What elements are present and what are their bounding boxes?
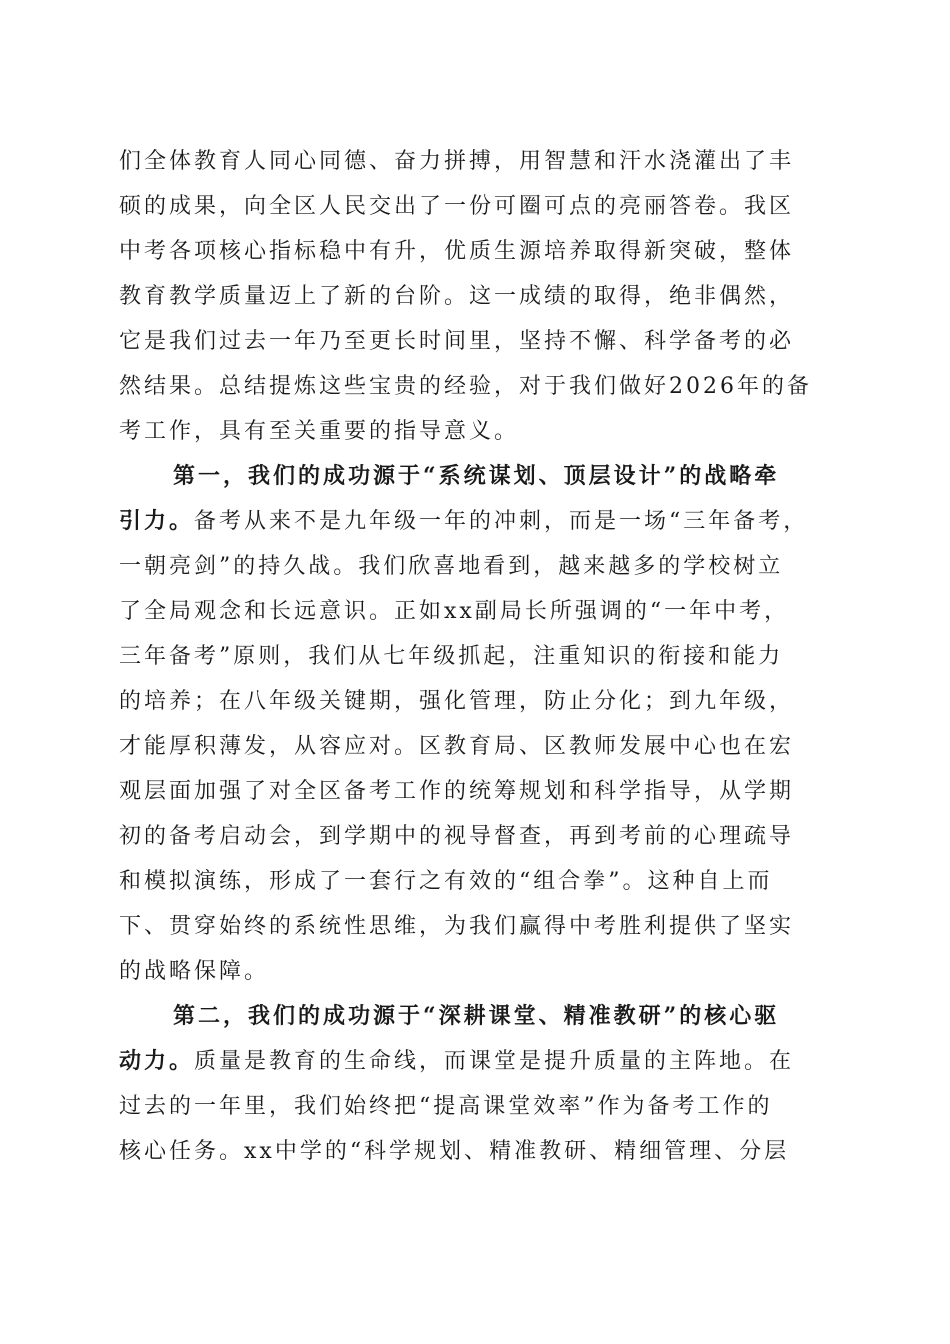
first-point-line-12: 的战略保障。 [119,959,270,984]
first-point-line-11: 下、贯穿始终的系统性思维，为我们赢得中考胜利提供了坚实 [119,914,795,939]
first-point-line-2 [119,499,831,544]
first-point-heading-tail: 引力。 [119,508,195,534]
intro-line-3: 中考各项核心指标稳中有升，优质生源培养取得新突破，整体 [119,239,795,264]
intro-line-7: 考工作，具有至关重要的指导意义。 [119,419,520,444]
second-point-line-3: 过去的一年里，我们始终把“提高课堂效率”作为备考工作的 [119,1094,773,1119]
second-point-line-4: 核心任务。xx中学的“科学规划、精准教研、精细管理、分层 [119,1139,790,1164]
second-point-heading-tail: 动力。 [119,1048,195,1074]
first-point-line-6: 的培养；在八年级关键期，强化管理，防止分化；到九年级， [119,689,795,714]
second-point-line-2-rest: 质量是教育的生命线，而课堂是提升质量的主阵地。在 [194,1049,795,1074]
first-point-line-3: 一朝亮剑”的持久战。我们欣喜地看到，越来越多的学校树立 [119,554,784,579]
first-point-line-7: 才能厚积薄发，从容应对。区教育局、区教师发展中心也在宏 [119,734,795,759]
first-point-line-8: 观层面加强了对全区备考工作的统筹规划和科学指导，从学期 [119,779,795,804]
second-point-line-2 [119,1039,831,1084]
intro-line-2: 硕的成果，向全区人民交出了一份可圈可点的亮丽答卷。我区 [119,194,795,219]
document-body [119,139,831,1174]
first-point-heading: 第一，我们的成功源于“系统谋划、顶层设计”的战略牵 [173,463,780,489]
second-point-heading: 第二，我们的成功源于“深耕课堂、精准教研”的核心驱 [173,1003,780,1029]
first-point-line-2-rest: 备考从来不是九年级一年的冲刺，而是一场“三年备考， [194,509,809,534]
first-point-line-4: 了全局观念和长远意识。正如xx副局长所强调的“一年中考， [119,599,790,624]
first-point-line-10: 和模拟演练，形成了一套行之有效的“组合拳”。这种自上而 [119,869,773,894]
intro-line-5: 它是我们过去一年乃至更长时间里，坚持不懈、科学备考的必 [119,329,795,354]
intro-line-4: 教育教学质量迈上了新的台阶。这一成绩的取得，绝非偶然， [119,284,795,309]
intro-line-6: 然结果。总结提炼这些宝贵的经验，对于我们做好2026年的备 [119,374,812,399]
first-point-line-9: 初的备考启动会，到学期中的视导督查，再到考前的心理疏导 [119,824,795,849]
first-point-line-5: 三年备考”原则，我们从七年级抓起，注重知识的衔接和能力 [119,644,784,669]
intro-line-1: 们全体教育人同心同德、奋力拼搏，用智慧和汗水浇灌出了丰 [119,149,795,174]
